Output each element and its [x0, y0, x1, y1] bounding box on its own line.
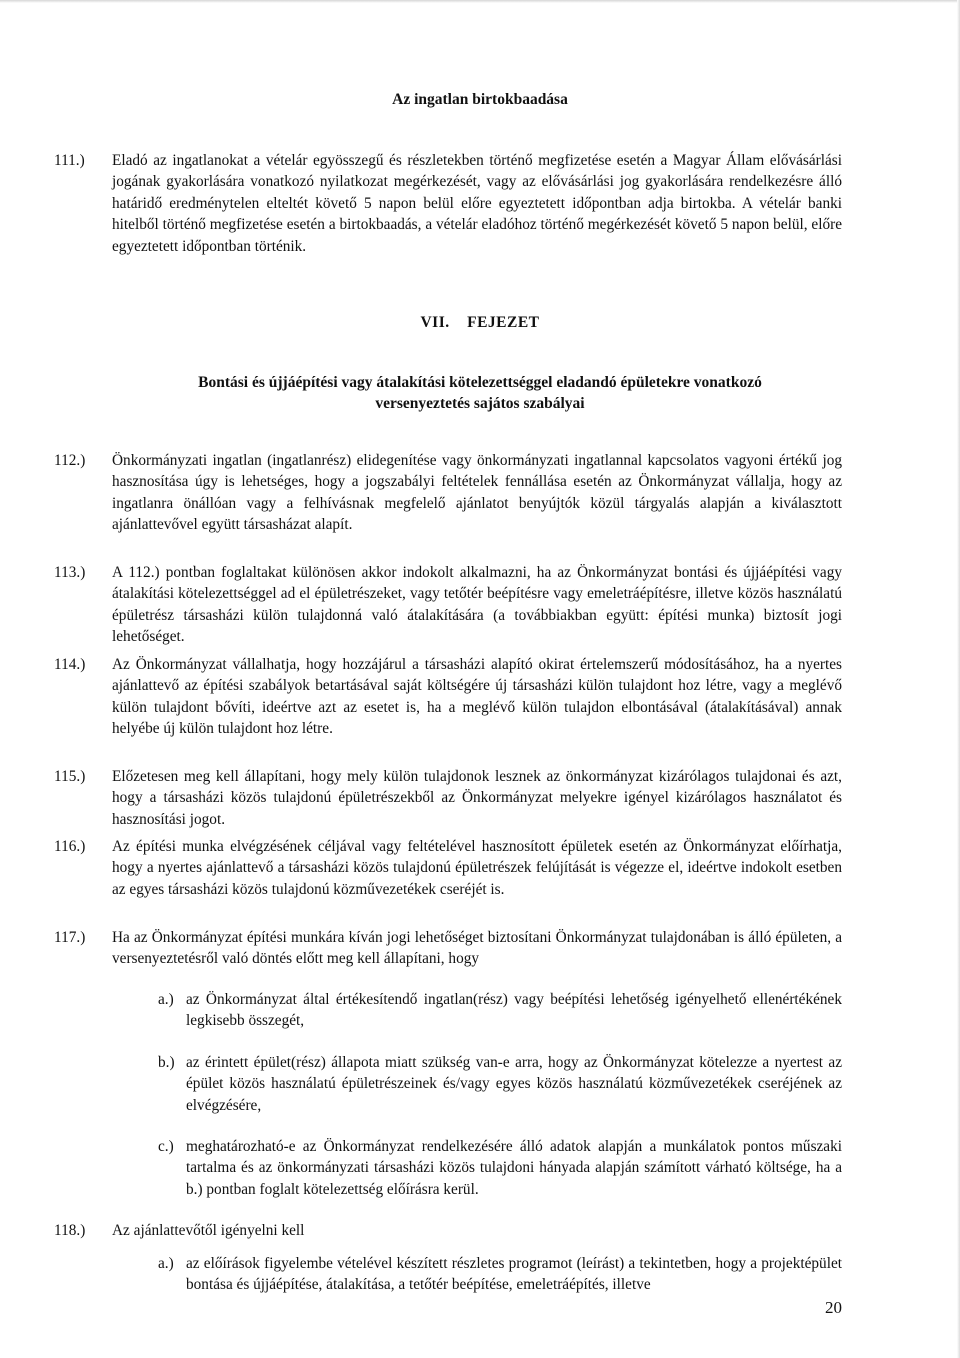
paragraph-text: Ha az Önkormányzat építési munkára kíván jogi lehetőséget biztosítani Önkormányzat tulajdonában is álló épületen, a versenyeztetésről való döntés előtt meg kell állapítani, hogy — [112, 929, 842, 968]
paragraph-117 — [54, 927, 842, 970]
paragraph-number: 115.) — [54, 768, 86, 785]
paragraph-116 — [54, 836, 842, 900]
subitem-text: meghatározható-e az Önkormányzat rendelkezésére álló adatok alapján a munkálatok pontos műszaki tartalma és az önkormányzati társasházi közös tulajdoni hányada alapján számított várható költsége, ha a b.) pontban foglalt kötelezettség előírásra kerül. — [186, 1138, 842, 1198]
scan-edge-top — [0, 0, 960, 3]
subitem-117-a — [158, 989, 842, 1032]
paragraph-number: 117.) — [54, 929, 86, 946]
page-number: 20 — [825, 1298, 842, 1317]
subitem-label: a.) — [158, 991, 174, 1008]
subitem-text: az előírások figyelembe vételével készített részletes programot (leírást) a tekintetben, hogy a projektépület bontása és újjáépítése, átalakítása, a tetőtér beépítése, emeletráépítés, illetve — [186, 1255, 842, 1294]
chapter-subtitle — [0, 372, 960, 414]
paragraph-number: 113.) — [54, 564, 86, 581]
subitem-text: az Önkormányzat által értékesítendő ingatlan(rész) vagy beépítési lehetőség igényelhető ellenértékének legkisebb összegét, — [186, 991, 842, 1030]
paragraph-text: Az ajánlattevőtől igényelni kell — [112, 1222, 305, 1239]
subitem-117-c — [158, 1136, 842, 1200]
section-title: Az ingatlan birtokbaadása — [392, 91, 568, 108]
paragraph-115 — [54, 766, 842, 830]
paragraph-number: 112.) — [54, 452, 86, 469]
paragraph-text: Előzetesen meg kell állapítani, hogy mely külön tulajdonok lesznek az önkormányzat kizárólagos tulajdonai és azt, hogy a társasházi közös tulajdonú épületrészekből az Önkormányzat melyekre igényel kizárólagos használatot és hasznosítási jogot. — [112, 768, 842, 828]
paragraph-118 — [54, 1220, 842, 1241]
paragraph-number: 114.) — [54, 656, 86, 673]
paragraph-114 — [54, 654, 842, 740]
subitem-text: az érintett épület(rész) állapota miatt szükség van-e arra, hogy az Önkormányzat kötelezze a nyertest az épület közös használatú épületrészeinek és/vagy egyes közös használatú közművezetékek cseréjének az elvégzésére, — [186, 1054, 842, 1114]
paragraph-number: 111.) — [54, 152, 85, 169]
paragraph-number: 118.) — [54, 1222, 86, 1239]
subitem-label: a.) — [158, 1255, 174, 1272]
subitem-117-b — [158, 1052, 842, 1116]
paragraph-text: Az Önkormányzat vállalhatja, hogy hozzájárul a társasházi alapító okirat értelemszerű módosításához, ha a nyertes ajánlattevő az építési szabályok betartásával saját költségére új társasházi külön tulajdont hoz létre, vagy a meglévő külön tulajdont bővíti, ideértve azt az esetet is, ha a meglévő külön tulajdon elbontásával (átalakításával) annak helyébe új külön tulajdont hoz létre. — [112, 656, 842, 738]
paragraph-text: Eladó az ingatlanokat a vételár egyösszegű és részletekben történő megfizetése esetén a Magyar Állam elővásárlási jogának gyakorlására vonatkozó nyilatkozat megérkezését, vagy az elővásárlási jog gyakorlására rendelkezésre álló határidő eredménytelen elteltét követő 5 napon belül előre egyeztetett időpontban adja birtokba. A vételár banki hitelből történő megfizetése esetén a birtokbaadás, a vételár eladóhoz történő megérkezését követő 5 napon belül, előre egyeztetett időpontban történik. — [112, 152, 842, 255]
chapter-subtitle-line-1: Bontási és újjáépítési vagy átalakítási kötelezettséggel eladandó épületekre vonatkozó — [198, 374, 762, 391]
paragraph-113 — [54, 562, 842, 648]
chapter-subtitle-line-2: versenyeztetés sajátos szabályai — [375, 395, 585, 412]
paragraph-text: A 112.) pontban foglaltakat különösen akkor indokolt alkalmazni, ha az Önkormányzat bontási és újjáépítési vagy átalakítási kötelezettséggel ad el épületrészeket, vagy tetőtér beépítésre vagy emeletráépítésre, illetve közös használatú épületrész társasházi külön tulajdonná való átalakítására (a továbbiakban együtt: építési munka) biztosít jogi lehetőséget. — [112, 564, 842, 646]
paragraph-text: Önkormányzati ingatlan (ingatlanrész) elidegenítése vagy önkormányzati ingatlannal kapcsolatos vagyoni értékű jog hasznosítása úgy is lehetséges, hogy a jogszabályi feltételek fennállása esetén az Önkormányzat vállalja, hogy az ingatlanra önállóan vagy a felhívásnak megfelelő ajánlatot benyújtók közül tárgyalás alapján a kiválasztott ajánlattevővel együtt társasházat alapít. — [112, 452, 842, 534]
subitem-label: c.) — [158, 1138, 174, 1155]
chapter-title: VII. FEJEZET — [420, 314, 540, 331]
paragraph-text: Az építési munka elvégzésének céljával vagy feltételével hasznosított épületek esetén az Önkormányzat előírhatja, hogy a nyertes ajánlattevő a társasházi közös tulajdonú épületrészek felújítását is végezze el, ideértve indokolt esetben az egyes társasházi közös tulajdonú közművezetékek cseréjét is. — [112, 838, 842, 898]
paragraph-111 — [54, 150, 842, 257]
paragraph-112 — [54, 450, 842, 536]
subitem-label: b.) — [158, 1054, 175, 1071]
subitem-118-a — [158, 1253, 842, 1296]
paragraph-number: 116.) — [54, 838, 86, 855]
